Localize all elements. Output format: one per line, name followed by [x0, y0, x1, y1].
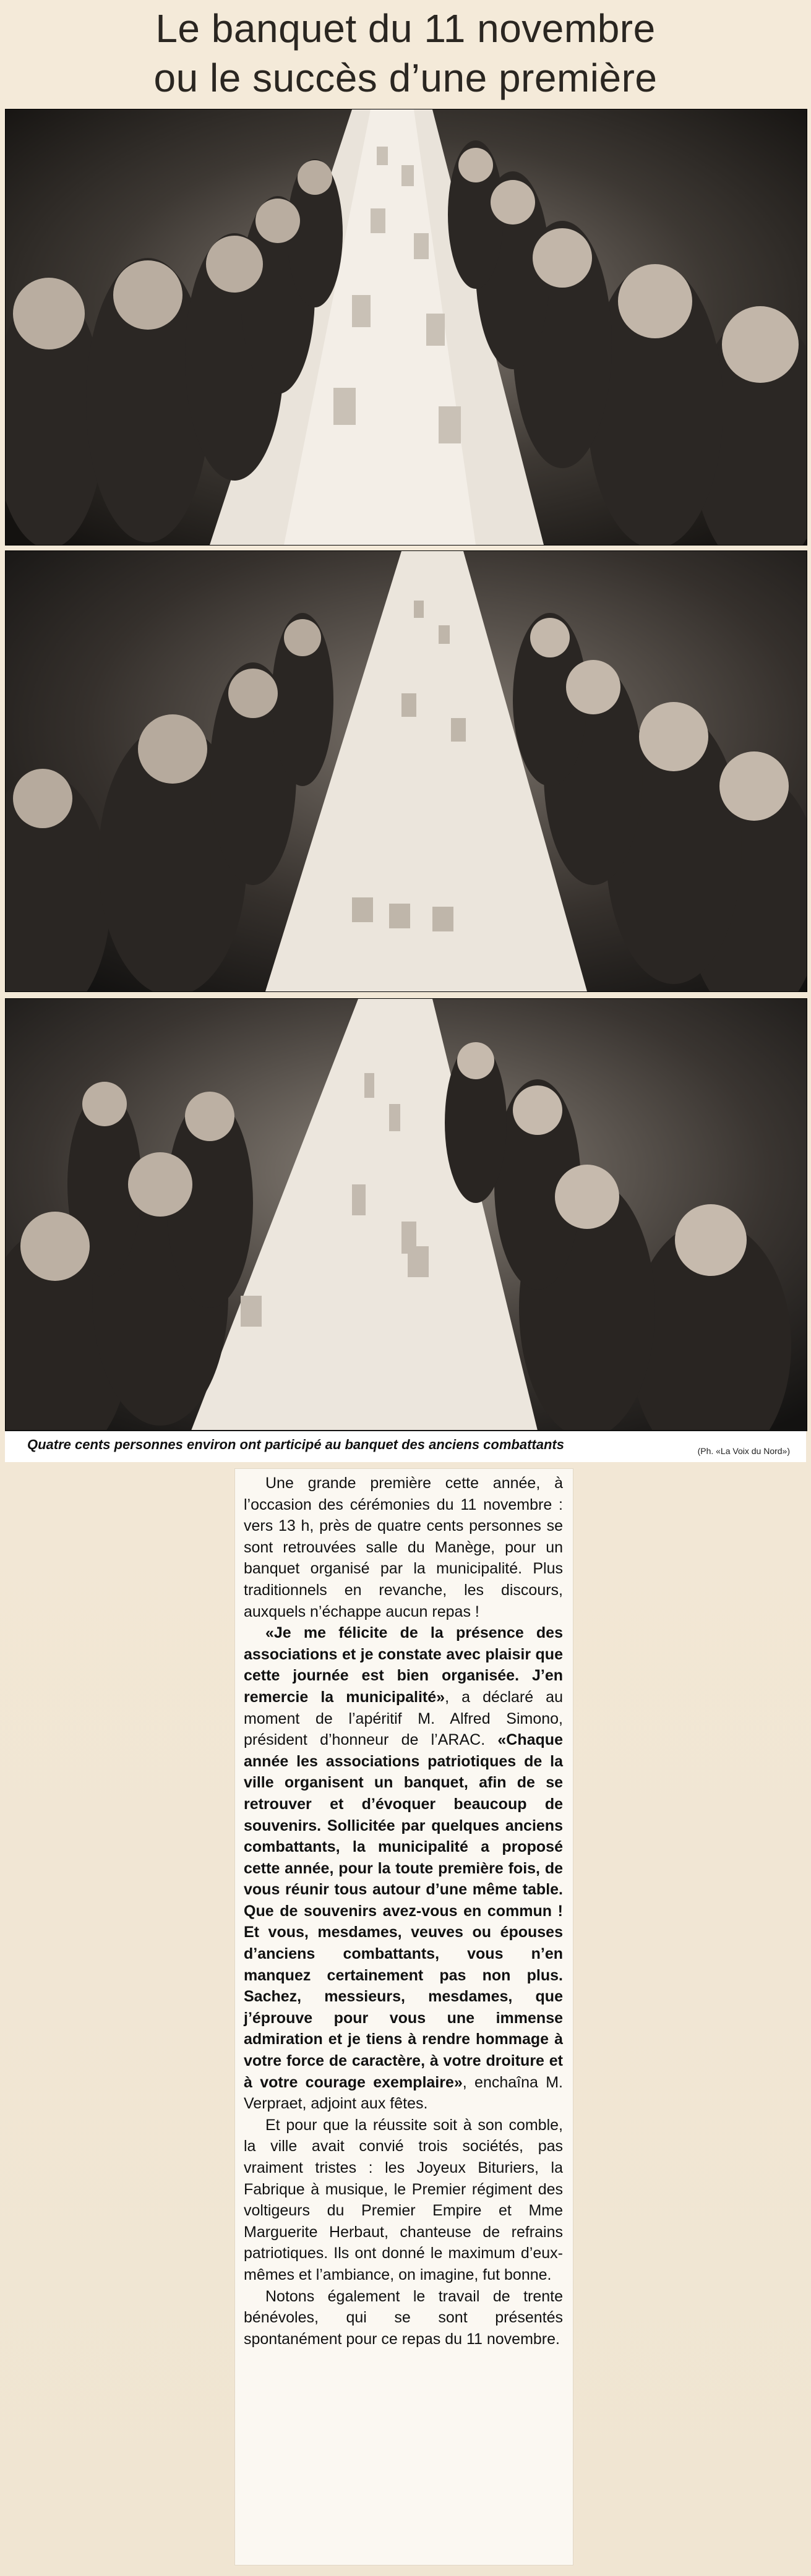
attribution-simono: , a déclaré au moment de l’apéritif M. Alfred Simono, président d’honneur de l’ARAC. [244, 1688, 563, 1749]
article-paragraph-3: Et pour que la réussite soit à son comble, la ville avait convié trois sociétés, pas vraiment tristes : les Joyeux Bituriers, la Fabrique à musique, le Premier régiment des voltigeurs du Premier Empire et Mme Marguerite Herbaut, chanteuse de refrains patriotiques. Ils ont donné le maximum d’eux-mêmes et l’ambiance, on imagine, fut bonne. [244, 2116, 563, 2283]
headline-line-2: ou le succès d’une première [153, 56, 658, 100]
article-column [235, 1469, 573, 2565]
article-headline [0, 4, 811, 103]
attribution-verpraet: , enchaîna M. Verpraet, adjoint aux fêtes. [244, 2073, 563, 2113]
banquet-photo-1 [5, 109, 807, 546]
banquet-photo-2 [5, 550, 807, 992]
banquet-photo-3 [5, 998, 807, 1431]
article-paragraph-1: Une grande première cette année, à l’occasion des cérémonies du 11 novembre : vers 13 h, près de quatre cents personnes se sont retrouvées salle du Manège, pour un banquet organisé par la municipalité. Plus traditionnels en revanche, les discours, auxquels n’échappe aucun repas ! [244, 1474, 563, 1620]
article-paragraph-2 [244, 1622, 563, 2115]
photo-caption-band [5, 1430, 806, 1462]
quote-verpraet: «Chaque année les associations patriotiques de la ville organisent un banquet, afin de se retrouver et d’évoquer beaucoup de souvenirs. Sollicitée par quelques anciens combattants, la municipalité a proposé cette année, pour la toute première fois, de vous réunir tous autour d’une même table. Que de souvenirs avez-vous en commun ! Et vous, mesdames, veuves ou épouses d’anciens combattants, vous n’en manquez certainement pas non plus. Sachez, messieurs, mesdames, que j’éprouve pour vous une immense admiration et je tiens à rendre hommage à votre force de caractère, à votre droiture et à votre courage exemplaire» [244, 1731, 563, 2091]
quote-simono: «Je me félicite de la présence des associations et je constate avec plaisir que cette journée est bien organisée. J’en remercie la municipalité» [244, 1624, 563, 1706]
photo-caption: Quatre cents personnes environ ont participé au banquet des anciens combattants [27, 1437, 564, 1452]
article-body [244, 1473, 563, 2350]
photo-credit: (Ph. «La Voix du Nord») [697, 1446, 790, 1456]
headline-line-1: Le banquet du 11 novembre [155, 6, 656, 51]
article-paragraph-4: Notons également le travail de trente bénévoles, qui se sont présentés spontanément pour ce repas du 11 novembre. [244, 2287, 563, 2348]
